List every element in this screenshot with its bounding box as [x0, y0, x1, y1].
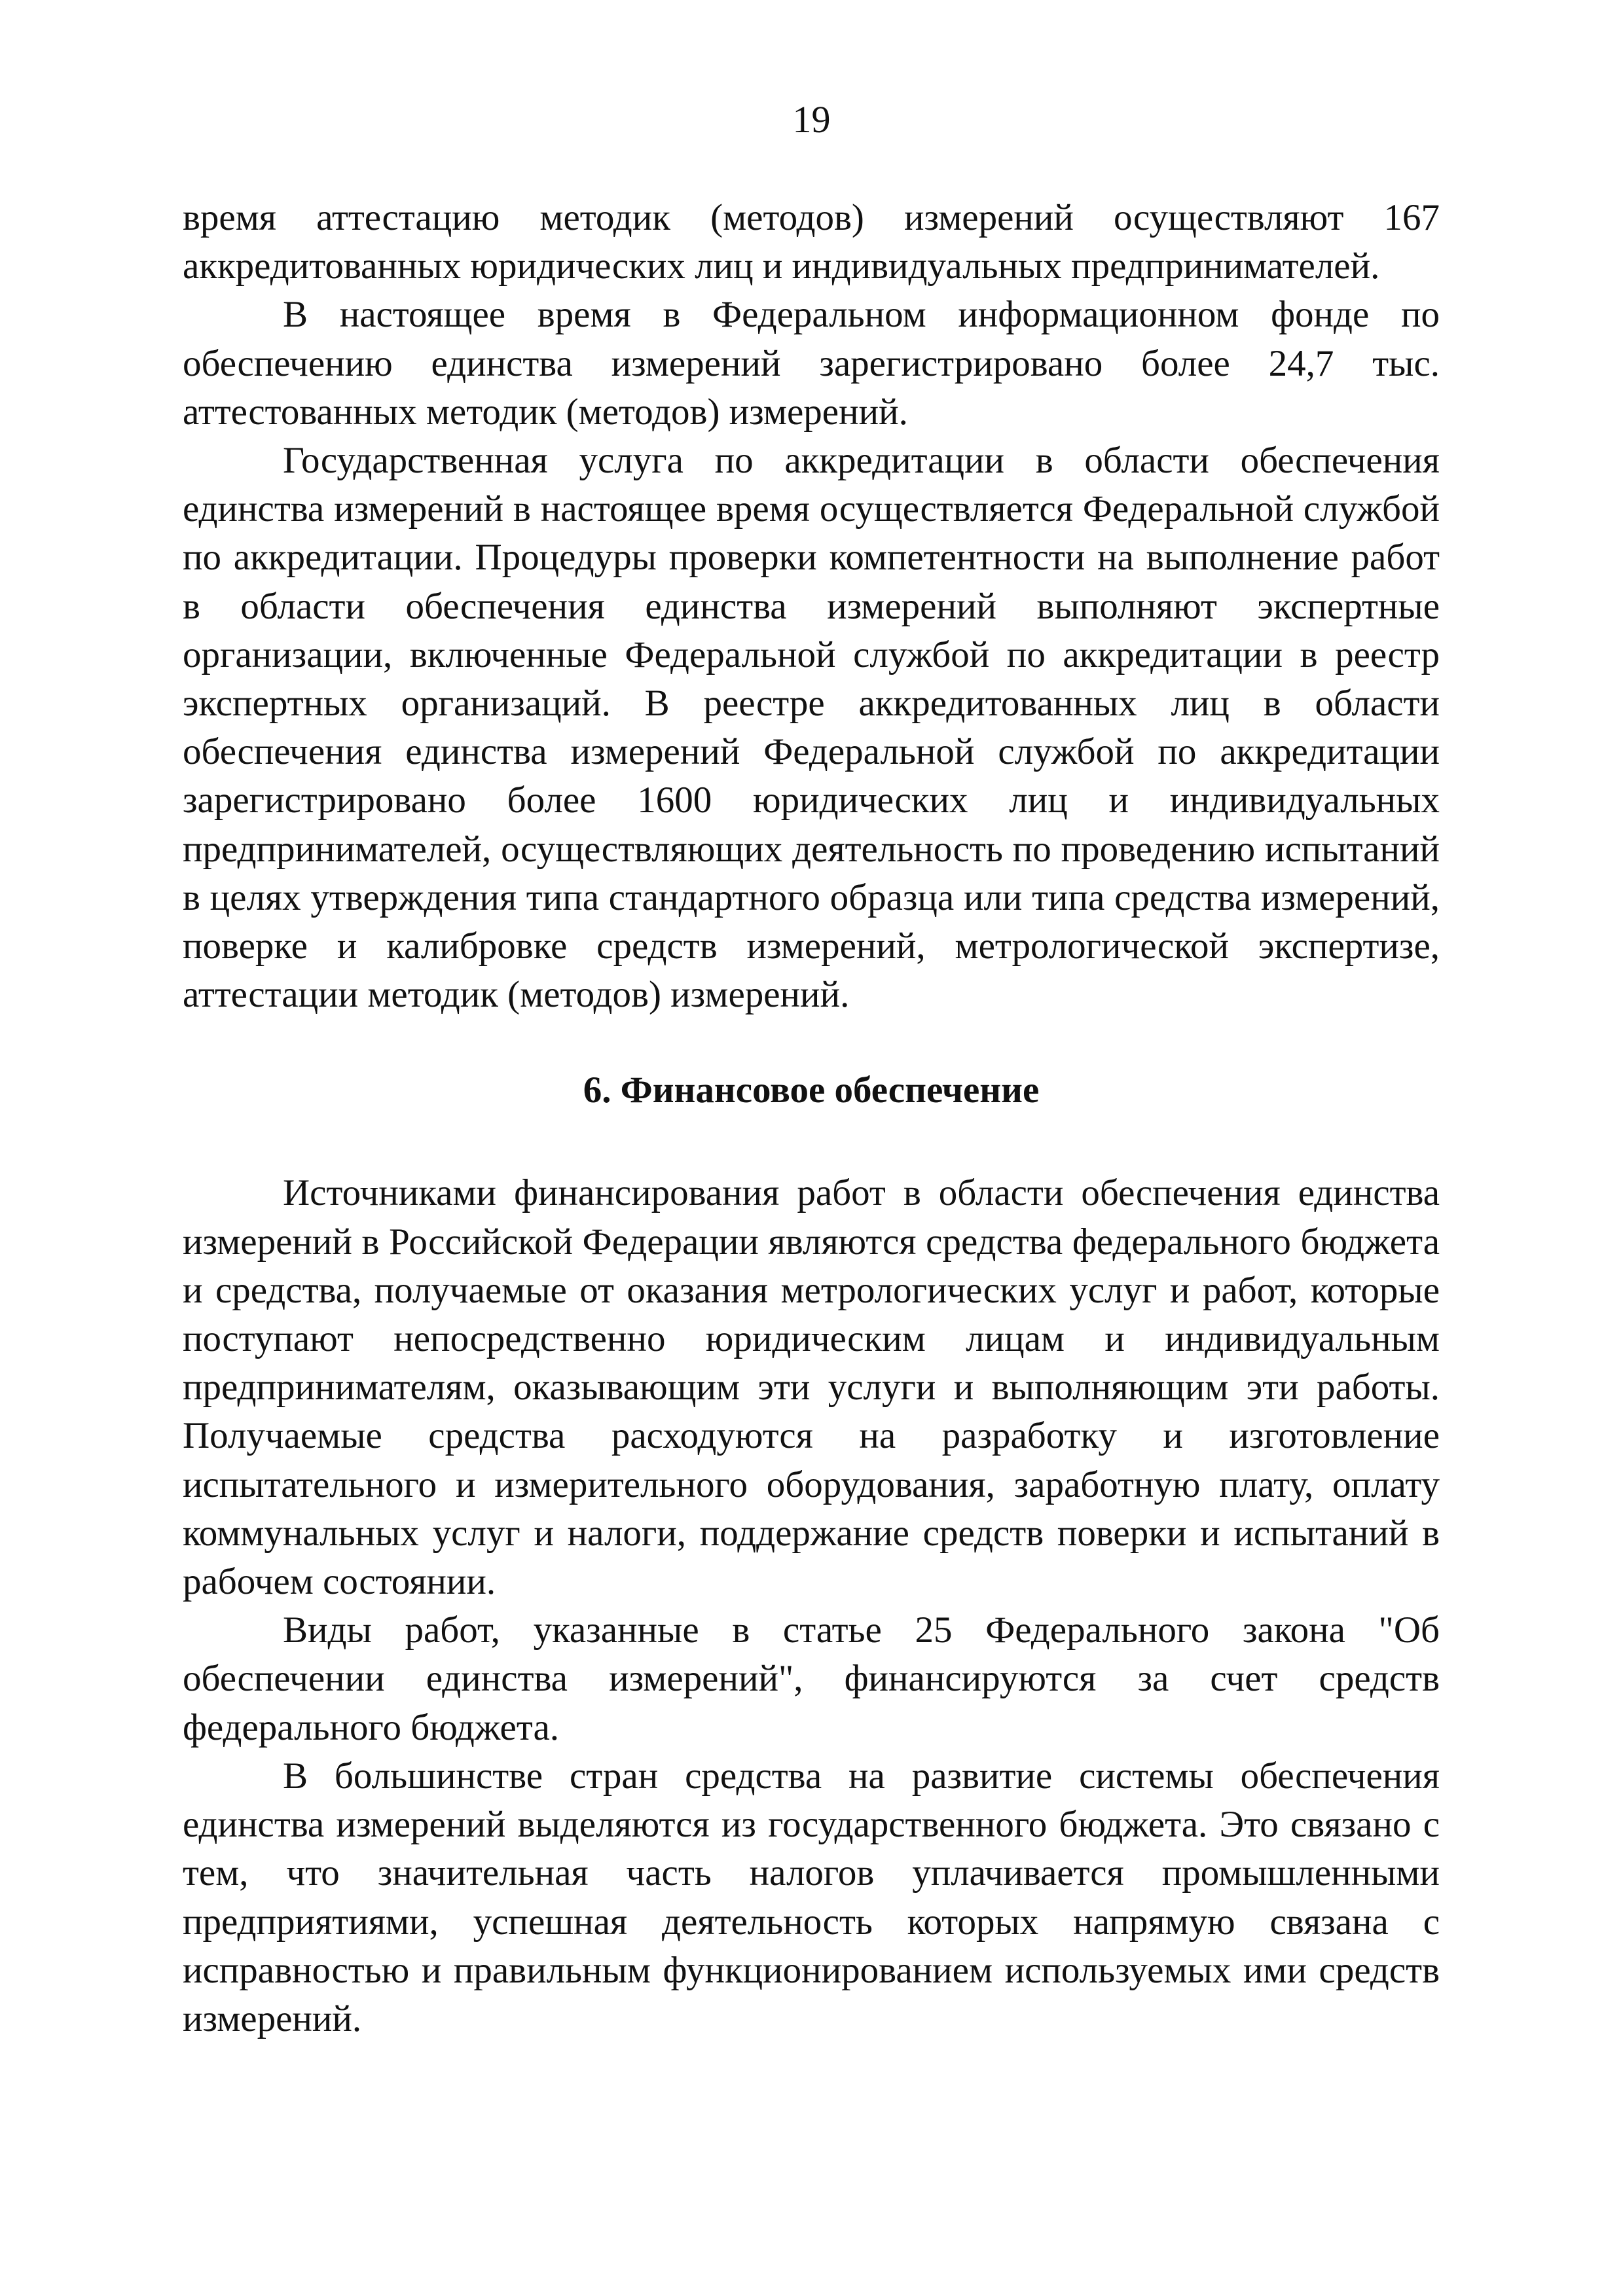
paragraph-article-25: Виды работ, указанные в статье 25 Федерального закона "Об обеспечении единства измерений", финансируются за счет средств федерального бюджета. [183, 1609, 1440, 1748]
paragraph-accreditation: Государственная услуга по аккредитации в области обеспечения единства измерений в настоящее время осуществляется Федеральной службой по аккредитации. Процедуры проверки компетентности на выполнение работ в области обеспечения единства измерений выполняют экспертные организации, включенные Федеральной службой по аккредитации в реестр экспертных организаций. В реестре аккредитованных лиц в области обеспечения единства измерений Федеральной службой по аккредитации зарегистрировано более 1600 юридических лиц и индивидуальных предпринимателей, осуществляющих деятельность по проведению испытаний в целях утверждения типа стандартного образца или типа средства измерений, поверке и калибровке средств измерений, метрологической экспертизе, аттестации методик (методов) измерений. [183, 440, 1440, 1016]
paragraph-funding-sources: Источниками финансирования работ в области обеспечения единства измерений в Российской Федерации являются средства федерального бюджета и средства, получаемые от оказания метрологических услуг и работ, которые поступают непосредственно юридическим лицам и индивидуальным предпринимателям, оказывающим эти услуги и выполняющим эти работы. Получаемые средства расходуются на разработку и изготовление испытательного и измерительного оборудования, заработную плату, оплату коммунальных услуг и налоги, поддержание средств поверки и испытаний в рабочем состоянии. [183, 1172, 1440, 1603]
paragraph-continuation: время аттестацию методик (методов) измерений осуществляют 167 аккредитованных юридических лиц и индивидуальных предпринимателей. [183, 197, 1440, 287]
paragraph-fund-registry: В настоящее время в Федеральном информационном фонде по обеспечению единства измерений зарегистрировано более 24,7 тыс. аттестованных методик (методов) измерений. [183, 294, 1440, 433]
paragraph-state-budget: В большинстве стран средства на развитие системы обеспечения единства измерений выделяются из государственного бюджета. Это связано с тем, что значительная часть налогов уплачивается промышленными предприятиями, успешная деятельность которых напрямую связана с исправностью и правильным функционированием используемых ими средств измерений. [183, 1755, 1440, 2039]
section-heading: 6. Финансовое обеспечение [583, 1069, 1040, 1111]
document-body [183, 194, 1440, 2043]
page-number: 19 [792, 98, 831, 141]
